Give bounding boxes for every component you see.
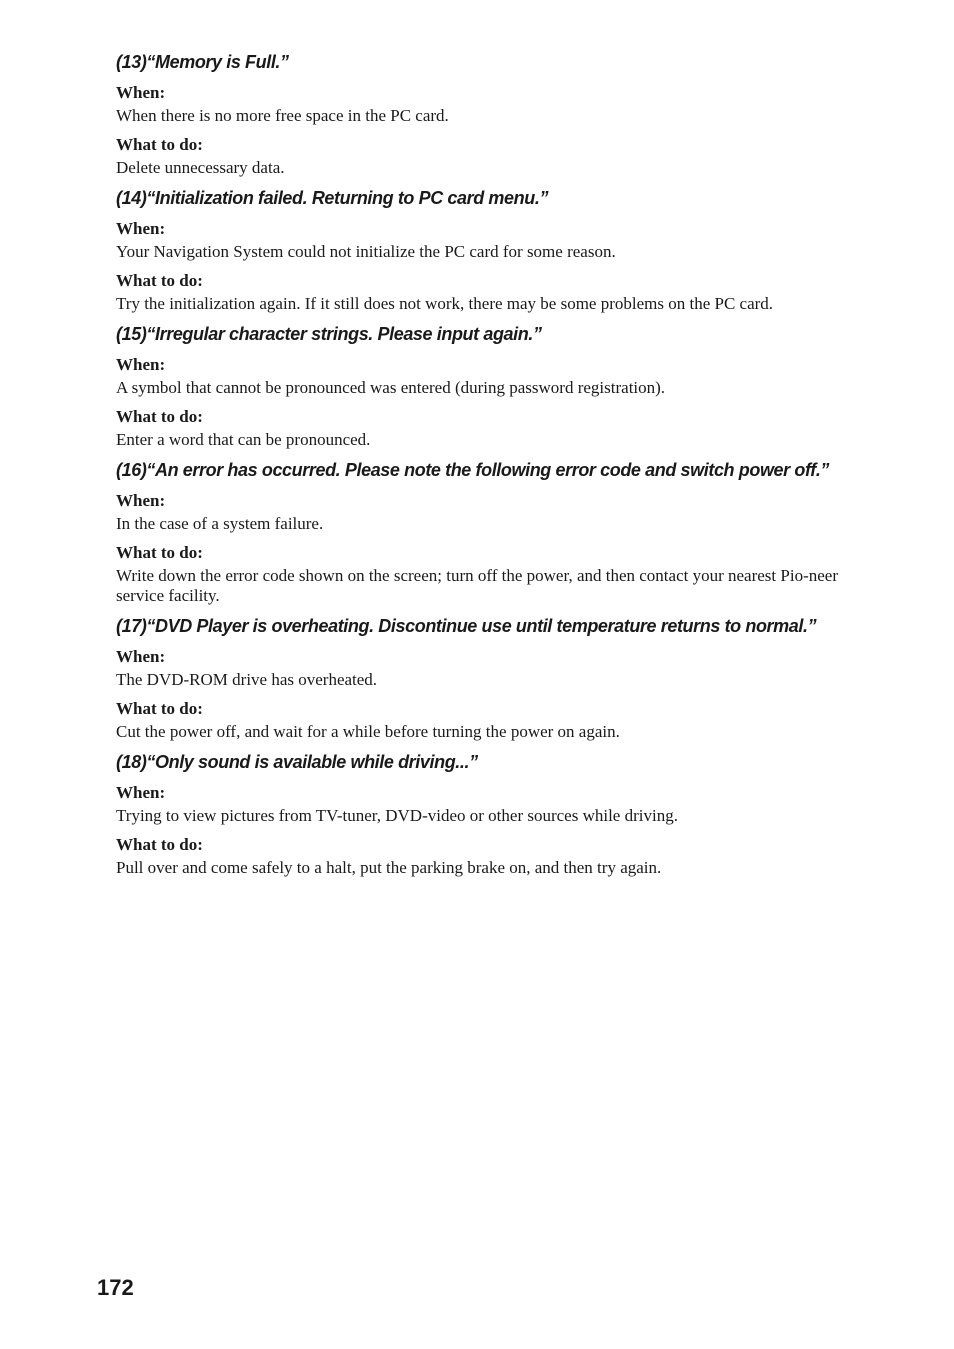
when-label: When: xyxy=(116,647,166,666)
when-text: In the case of a system failure. xyxy=(116,514,324,533)
what-to-do-text: Pull over and come safely to a halt, put the parking brake on, and then try again. xyxy=(116,858,662,877)
section-heading: (18)“Only sound is available while driving...” xyxy=(116,752,478,772)
what-to-do-text: Delete unnecessary data. xyxy=(116,158,285,177)
what-to-do-label: What to do: xyxy=(116,835,203,854)
what-to-do-text: Try the initialization again. If it still does not work, there may be some problems on the PC card. xyxy=(116,294,774,313)
section-heading: (15)“Irregular character strings. Please input again.” xyxy=(116,324,542,344)
section-heading: (14)“Initialization failed. Returning to PC card menu.” xyxy=(116,188,549,208)
what-to-do-text: Cut the power off, and wait for a while before turning the power on again. xyxy=(116,722,620,741)
page-number: 172 xyxy=(97,1275,134,1300)
when-label: When: xyxy=(116,83,166,102)
what-to-do-label: What to do: xyxy=(116,699,203,718)
when-text: Your Navigation System could not initialize the PC card for some reason. xyxy=(116,242,616,261)
message-section-14 xyxy=(116,186,876,314)
when-text: A symbol that cannot be pronounced was entered (during password registration). xyxy=(116,378,666,397)
what-to-do-label: What to do: xyxy=(116,135,203,154)
what-to-do-label: What to do: xyxy=(116,271,203,290)
when-label: When: xyxy=(116,783,166,802)
message-section-16 xyxy=(116,458,876,606)
what-to-do-text: Write down the error code shown on the screen; turn off the power, and then contact your nearest Pio-neer service facility. xyxy=(116,566,838,605)
what-to-do-label: What to do: xyxy=(116,543,203,562)
page-content xyxy=(116,50,876,886)
section-heading: (17)“DVD Player is overheating. Discontinue use until temperature returns to normal.” xyxy=(116,616,817,636)
what-to-do-text: Enter a word that can be pronounced. xyxy=(116,430,371,449)
section-heading: (16)“An error has occurred. Please note the following error code and switch power off.” xyxy=(116,460,830,480)
when-text: The DVD-ROM drive has overheated. xyxy=(116,670,378,689)
section-heading: (13)“Memory is Full.” xyxy=(116,52,289,72)
message-section-15 xyxy=(116,322,876,450)
message-section-13 xyxy=(116,50,876,178)
what-to-do-label: What to do: xyxy=(116,407,203,426)
when-label: When: xyxy=(116,219,166,238)
when-text: Trying to view pictures from TV-tuner, DVD-video or other sources while driving. xyxy=(116,806,678,825)
when-label: When: xyxy=(116,491,166,510)
message-section-17 xyxy=(116,614,876,742)
when-text: When there is no more free space in the PC card. xyxy=(116,106,449,125)
message-section-18 xyxy=(116,750,876,878)
when-label: When: xyxy=(116,355,166,374)
